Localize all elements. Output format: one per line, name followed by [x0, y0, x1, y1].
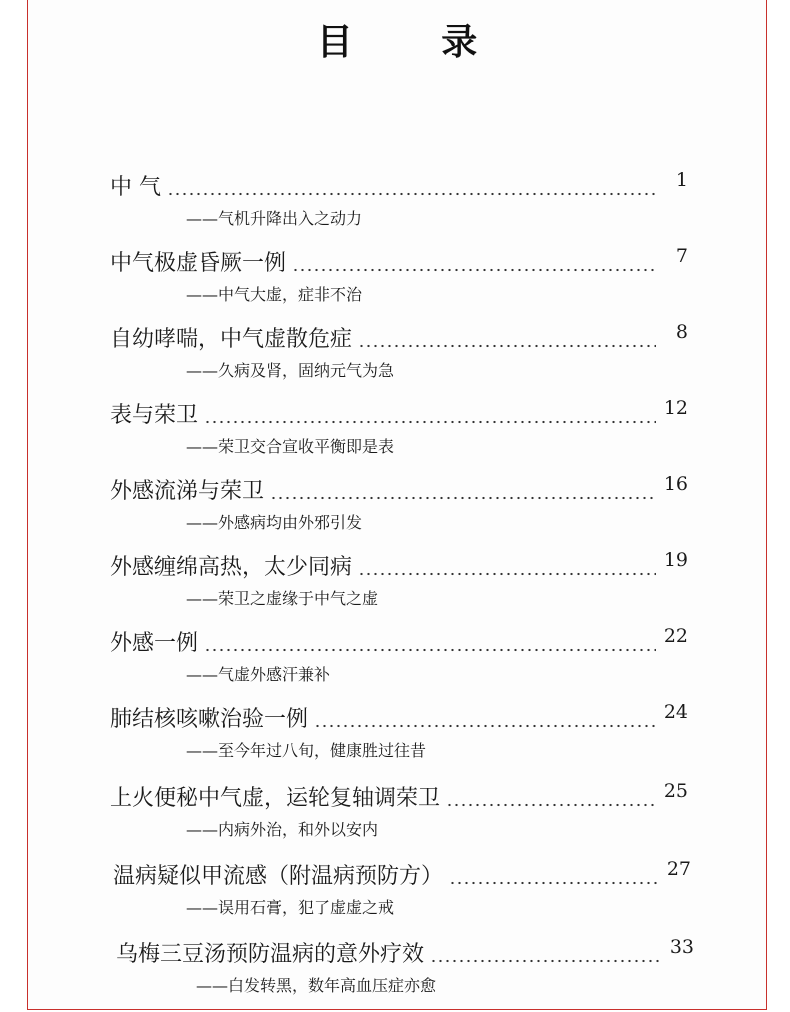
toc-entry-subtitle: ——白发转黑，数年高血压症亦愈	[196, 976, 437, 995]
toc-entry[interactable]	[28, 700, 766, 776]
toc-entry-title[interactable]: 外感缠绵高热，太少同病	[110, 555, 353, 580]
toc-entry-title[interactable]: 自幼哮喘，中气虚散危症	[110, 327, 353, 352]
toc-entry-subtitle: ——至今年过八旬，健康胜过往昔	[186, 741, 427, 760]
toc-page-number: 16	[663, 473, 688, 495]
toc-entry[interactable]	[28, 168, 766, 244]
leader-dots	[292, 268, 656, 272]
toc-entry-row	[110, 624, 688, 658]
toc-entry-subtitle: ——气虚外感汗兼补	[186, 665, 331, 684]
leader-dots	[446, 803, 656, 807]
toc-page-number: 7	[675, 245, 688, 267]
toc-entry[interactable]	[28, 935, 766, 1011]
toc-page-number: 27	[666, 858, 691, 880]
leader-dots	[358, 572, 656, 576]
toc-entry-subtitle: ——气机升降出入之动力	[186, 209, 363, 228]
toc-entry-title[interactable]: 中 气	[110, 175, 161, 200]
toc-entry[interactable]	[28, 472, 766, 548]
toc-entry-subtitle: ——荣卫之虚缘于中气之虚	[186, 589, 379, 608]
leader-dots	[449, 881, 659, 885]
toc-page-number: 1	[675, 169, 688, 191]
toc-page-number: 8	[675, 321, 688, 343]
toc-entry-title[interactable]: 上火便秘中气虚，运轮复轴调荣卫	[110, 786, 441, 811]
toc-entry-subtitle: ——内病外治，和外以安内	[186, 820, 379, 839]
toc-page-number: 19	[663, 549, 688, 571]
toc-entry-title[interactable]: 表与荣卫	[110, 403, 199, 428]
toc-entry[interactable]	[28, 396, 766, 472]
toc-entry-title[interactable]: 外感一例	[110, 631, 199, 656]
toc-entry-row	[110, 244, 688, 278]
toc-entry-row	[113, 857, 691, 891]
leader-dots	[314, 724, 656, 728]
toc-entry-subtitle: ——久病及肾，固纳元气为急	[186, 361, 395, 380]
toc-entry-title[interactable]: 肺结核咳嗽治验一例	[110, 707, 309, 732]
toc-page-number: 12	[663, 397, 688, 419]
toc-entry-row	[110, 779, 688, 813]
leader-dots	[358, 344, 656, 348]
toc-page-number: 24	[663, 701, 688, 723]
toc-entry[interactable]	[28, 244, 766, 320]
toc-entry-title[interactable]: 温病疑似甲流感（附温病预防方）	[113, 864, 444, 889]
toc-entry[interactable]	[28, 320, 766, 396]
toc-entry-subtitle: ——误用石膏，犯了虚虚之戒	[186, 898, 395, 917]
leader-dots	[167, 192, 656, 196]
toc-entry[interactable]	[28, 779, 766, 855]
toc-page-number: 25	[663, 780, 688, 802]
toc-entry-subtitle: ——荣卫交合宣收平衡即是表	[186, 437, 395, 456]
toc-entry-title[interactable]: 中气极虚昏厥一例	[110, 251, 287, 276]
page-title: 目 录	[316, 22, 516, 63]
toc-entry-row	[110, 472, 688, 506]
toc-entry-row	[110, 168, 688, 202]
toc-entry-subtitle: ——外感病均由外邪引发	[186, 513, 363, 532]
toc-entry-row	[110, 700, 688, 734]
toc-entry-title[interactable]: 乌梅三豆汤预防温病的意外疗效	[116, 942, 425, 967]
leader-dots	[430, 959, 662, 963]
toc-entry[interactable]	[28, 857, 766, 933]
toc-page-number: 33	[669, 936, 694, 958]
leader-dots	[270, 496, 656, 500]
toc-entry-subtitle: ——中气大虚，症非不治	[186, 285, 363, 304]
toc-entry-row	[110, 548, 688, 582]
toc-entry-row	[110, 320, 688, 354]
toc-entry-title[interactable]: 外感流涕与荣卫	[110, 479, 265, 504]
toc-entry-row	[116, 935, 694, 969]
toc-page-number: 22	[663, 625, 688, 647]
leader-dots	[204, 420, 656, 424]
leader-dots	[204, 648, 656, 652]
page	[27, 0, 767, 1010]
toc-entry-row	[110, 396, 688, 430]
toc-entry[interactable]	[28, 548, 766, 624]
toc-entry[interactable]	[28, 624, 766, 700]
